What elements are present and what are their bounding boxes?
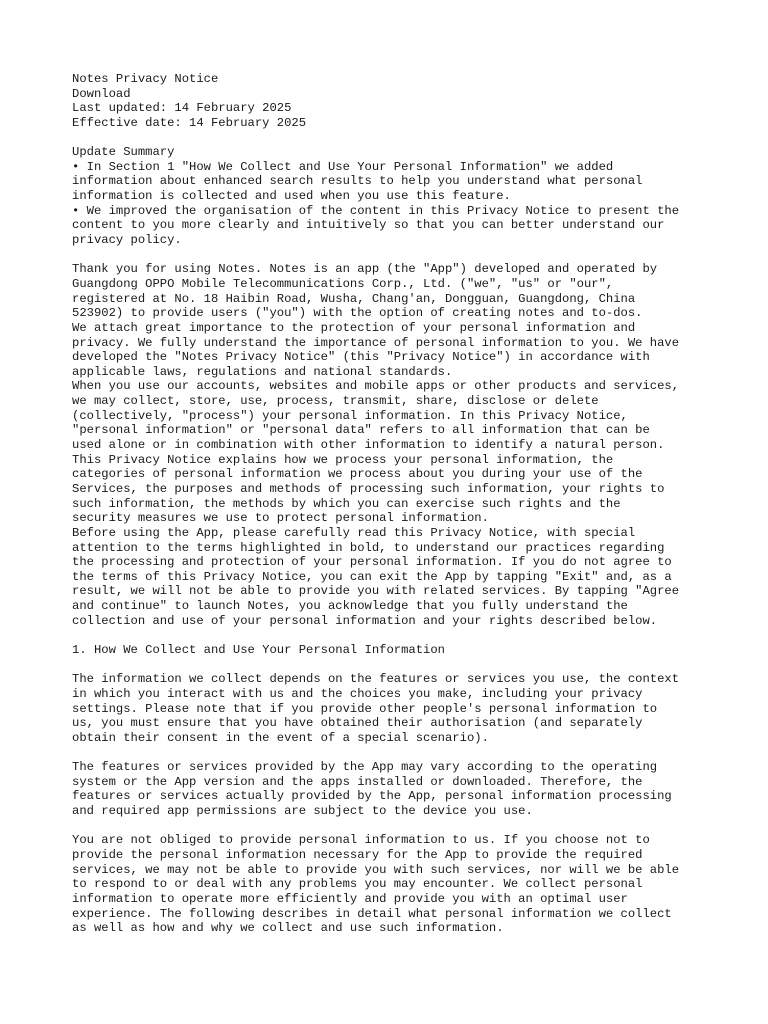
paragraph-line: result, we will not be able to provide you with related services. By tapping "Agree — [72, 584, 680, 599]
spacer — [72, 658, 712, 673]
paragraph-line: You are not obliged to provide personal information to us. If you choose not to — [72, 833, 650, 848]
paragraph-line: settings. Please note that if you provide other people's personal information to — [72, 701, 658, 716]
paragraph-line: the processing and protection of your personal information. If you do not agree to — [72, 555, 672, 570]
spacer — [72, 131, 712, 146]
download-link[interactable]: Download — [72, 86, 131, 101]
spacer — [72, 819, 712, 834]
section-paragraph — [72, 833, 712, 935]
paragraph-line: and continue" to launch Notes, you acknowledge that you fully understand the — [72, 599, 628, 614]
update-summary-heading: Update Summary — [72, 145, 175, 160]
paragraph-line: we may collect, store, use, process, transmit, share, disclose or delete — [72, 394, 599, 409]
paragraph-line: in which you interact with us and the choices you make, including your privacy — [72, 686, 643, 701]
paragraph-line: This Privacy Notice explains how we process your personal information, the — [72, 452, 614, 467]
update-summary-bullet — [72, 204, 712, 248]
paragraph-line: as well as how and why we collect and use such information. — [72, 921, 504, 936]
paragraph-line: developed the "Notes Privacy Notice" (this "Privacy Notice") in accordance with — [72, 350, 650, 365]
bullet-line: • In Section 1 "How We Collect and Use Your Personal Information" we added — [72, 159, 614, 174]
paragraph-line: and required app permissions are subject to the device you use. — [72, 804, 533, 819]
paragraph-line: used alone or in combination with other information to identify a natural person. — [72, 438, 665, 453]
update-summary-bullet — [72, 160, 712, 204]
effective-date: Effective date: 14 February 2025 — [72, 115, 307, 130]
section-heading: 1. How We Collect and Use Your Personal Information — [72, 642, 445, 657]
paragraph-line: collection and use of your personal information and your rights described below. — [72, 613, 658, 628]
paragraph-line: The information we collect depends on the features or services you use, the context — [72, 672, 680, 687]
paragraph-line: provide the personal information necessary for the App to provide the required — [72, 847, 643, 862]
paragraph-line: such information, the methods by which you can exercise such rights and the — [72, 496, 621, 511]
paragraph-line: "personal information" or "personal data" refers to all information that can be — [72, 423, 650, 438]
paragraph-line: system or the App version and the apps installed or downloaded. Therefore, the — [72, 774, 643, 789]
bullet-line: privacy policy. — [72, 233, 182, 248]
paragraph-line: The features or services provided by the App may vary according to the operating — [72, 760, 658, 775]
paragraph-line: Before using the App, please carefully read this Privacy Notice, with special — [72, 525, 636, 540]
paragraph-line: features or services actually provided by the App, personal information processing — [72, 789, 672, 804]
spacer — [72, 248, 712, 263]
paragraph-line: applicable laws, regulations and national standards. — [72, 364, 453, 379]
paragraph-line: Services, the purposes and methods of processing such information, your rights to — [72, 481, 665, 496]
paragraph-line: us, you must ensure that you have obtained their authorisation (and separately — [72, 716, 643, 731]
paragraph-line: registered at No. 18 Haibin Road, Wusha, Chang'an, Dongguan, Guangdong, China — [72, 291, 636, 306]
last-updated: Last updated: 14 February 2025 — [72, 101, 292, 116]
paragraph-line: Thank you for using Notes. Notes is an app (the "App") developed and operated by — [72, 262, 658, 277]
paragraph-line: (collectively, "process") your personal information. In this Privacy Notice, — [72, 408, 628, 423]
bullet-line: information is collected and used when you use this feature. — [72, 189, 511, 204]
intro-paragraph — [72, 262, 712, 628]
paragraph-line: categories of personal information we process about you during your use of the — [72, 467, 643, 482]
paragraph-line: information to operate more efficiently and provide you with an optimal user — [72, 891, 628, 906]
bullet-line: • We improved the organisation of the content in this Privacy Notice to present the — [72, 203, 680, 218]
paragraph-line: the terms of this Privacy Notice, you can exit the App by tapping "Exit" and, as a — [72, 569, 672, 584]
update-summary — [72, 145, 712, 247]
section-1 — [72, 643, 712, 936]
paragraph-line: services, we may not be able to provide you with such services, nor will we be able — [72, 862, 680, 877]
section-paragraph — [72, 760, 712, 819]
paragraph-line: privacy. We fully understand the importance of personal information to you. We have — [72, 335, 680, 350]
bullet-line: content to you more clearly and intuitively so that you can better understand our — [72, 218, 665, 233]
paragraph-line: experience. The following describes in detail what personal information we collect — [72, 906, 672, 921]
spacer — [72, 628, 712, 643]
document-page — [72, 72, 712, 936]
bullet-line: information about enhanced search results to help you understand what personal — [72, 174, 643, 189]
paragraph-line: We attach great importance to the protection of your personal information and — [72, 320, 636, 335]
document-title: Notes Privacy Notice — [72, 72, 219, 86]
paragraph-line: When you use our accounts, websites and mobile apps or other products and services, — [72, 379, 680, 394]
paragraph-line: security measures we use to protect personal information. — [72, 511, 489, 526]
spacer — [72, 745, 712, 760]
paragraph-line: 523902) to provide users ("you") with the option of creating notes and to-dos. — [72, 306, 643, 321]
paragraph-line: attention to the terms highlighted in bold, to understand our practices regarding — [72, 540, 665, 555]
section-paragraph — [72, 672, 712, 745]
paragraph-line: Guangdong OPPO Mobile Telecommunications Corp., Ltd. ("we", "us" or "our", — [72, 276, 614, 291]
paragraph-line: obtain their consent in the event of a special scenario). — [72, 730, 489, 745]
paragraph-line: to respond to or deal with any problems you may encounter. We collect personal — [72, 877, 643, 892]
header-block — [72, 72, 712, 131]
